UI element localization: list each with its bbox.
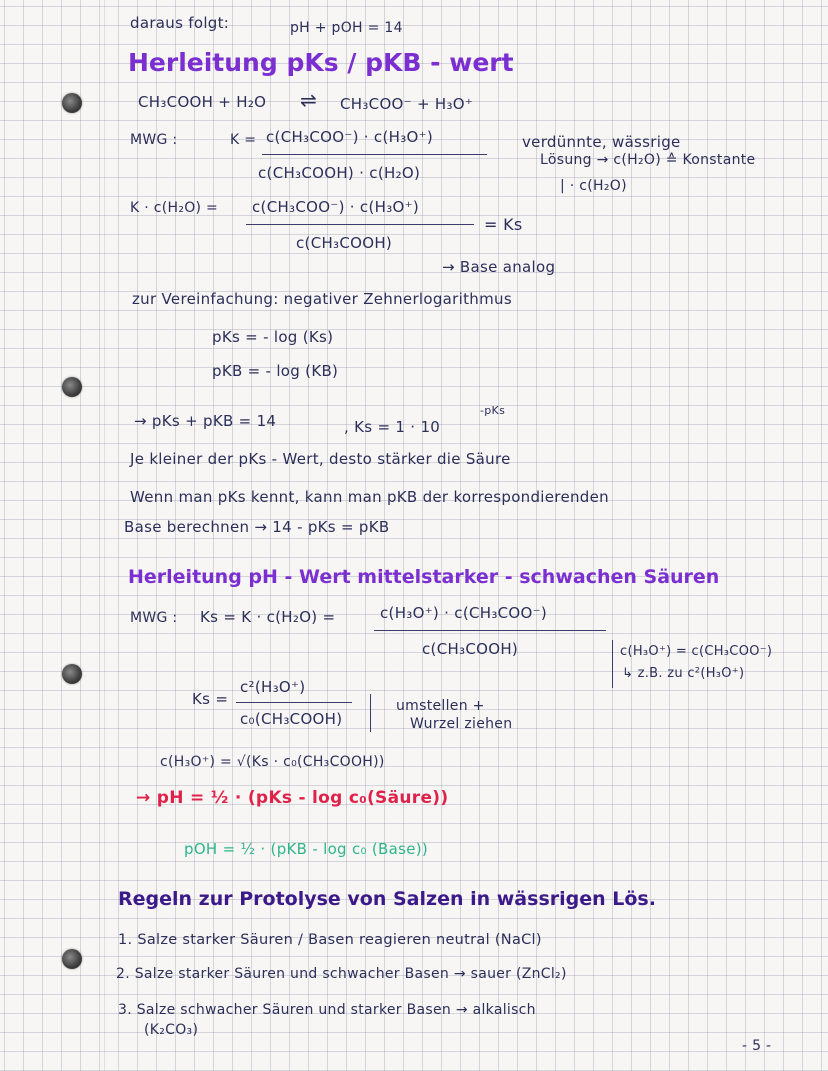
rule-2: 2. Salze starker Säuren und schwacher Basen → sauer (ZnCl₂) <box>116 966 567 982</box>
base-analog-note: → Base analog <box>442 258 556 276</box>
k-denominator: c(CH₃COOH) · c(H₂O) <box>258 164 421 182</box>
mwg-label-2: MWG : <box>130 610 178 626</box>
pkb-rule-line-1: Wenn man pKs kennt, kann man pKB der korrespondierenden <box>130 488 609 506</box>
box-line-2: ↳ z.B. zu c²(H₃O⁺) <box>622 666 745 681</box>
k-numerator: c(CH₃COO⁻) · c(H₃O⁺) <box>266 128 433 146</box>
rearrange-line-2: Wurzel ziehen <box>410 716 513 732</box>
pks-pkb-sum: → pKs + pKB = 14 <box>134 412 277 430</box>
heading-ph-value: Herleitung pH - Wert mittelstarker - schwachen Säuren <box>128 566 720 588</box>
acid-strength-rule: Je kleiner der pKs - Wert, desto stärker die Säure <box>130 450 511 468</box>
ks-exponent: -pKs <box>480 404 506 417</box>
ks-relation: , Ks = 1 · 10 <box>344 418 441 436</box>
box-line-1: c(H₃O⁺) = c(CH₃COO⁻) <box>620 644 773 659</box>
note-line-2: Lösung → c(H₂O) ≙ Konstante <box>540 152 756 168</box>
rule-3-example: (K₂CO₃) <box>144 1022 199 1038</box>
pks-definition: pKs = - log (Ks) <box>212 328 334 346</box>
note-line-1: verdünnte, wässrige <box>522 133 681 151</box>
kc-denominator: c(CH₃COOH) <box>296 234 393 252</box>
simplification-text: zur Vereinfachung: negativer Zehnerlogarithmus <box>132 290 512 308</box>
ph-formula: → pH = ½ · (pKs - log c₀(Säure)) <box>136 788 449 808</box>
punch-hole <box>62 93 82 113</box>
ks-numerator: c(H₃O⁺) · c(CH₃COO⁻) <box>380 604 547 622</box>
h3o-concentration: c(H₃O⁺) = √(Ks · c₀(CH₃COOH)) <box>160 754 385 770</box>
kc-label: K · c(H₂O) = <box>130 200 219 216</box>
ks2-denominator: c₀(CH₃COOH) <box>240 710 343 728</box>
equilibrium-arrow: ⇌ <box>300 88 318 112</box>
fraction-bar <box>374 630 606 631</box>
kc-numerator: c(CH₃COO⁻) · c(H₃O⁺) <box>252 198 419 216</box>
punch-hole <box>62 949 82 969</box>
ks-denominator: c(CH₃COOH) <box>422 640 519 658</box>
reaction-right: CH₃COO⁻ + H₃O⁺ <box>340 95 474 113</box>
fraction-bar <box>246 224 474 225</box>
ks2-numerator: c²(H₃O⁺) <box>240 678 306 696</box>
k-label: K = <box>230 132 257 148</box>
equals-ks: = Ks <box>484 215 523 234</box>
margin-line <box>104 0 105 1071</box>
pkb-rule-line-2: Base berechnen → 14 - pKs = pKB <box>124 518 390 536</box>
punch-hole <box>62 377 82 397</box>
ks-expression: Ks = K · c(H₂O) = <box>200 608 336 626</box>
note-line-3: | · c(H₂O) <box>560 178 627 194</box>
pkb-definition: pKB = - log (KB) <box>212 362 339 380</box>
rule-1: 1. Salze starker Säuren / Basen reagieren neutral (NaCl) <box>118 932 542 948</box>
ks-label-2: Ks = <box>192 690 229 708</box>
rule-3: 3. Salze schwacher Säuren und starker Basen → alkalisch <box>118 1002 536 1018</box>
heading-salt-protolysis: Regeln zur Protolyse von Salzen in wässrigen Lös. <box>118 888 656 910</box>
rearrange-line-1: umstellen + <box>396 698 485 714</box>
divider-bar <box>370 694 371 732</box>
mwg-label: MWG : <box>130 132 178 148</box>
reaction-left: CH₃COOH + H₂O <box>138 93 267 111</box>
page-number: - 5 - <box>742 1038 772 1054</box>
poh-formula: pOH = ½ · (pKB - log c₀ (Base)) <box>184 840 429 858</box>
fraction-bar <box>236 702 352 703</box>
punch-hole <box>62 664 82 684</box>
heading-pks-pkb: Herleitung pKs / pKB - wert <box>128 48 514 77</box>
ph-poh-equation: pH + pOH = 14 <box>290 20 403 36</box>
intro-text: daraus folgt: <box>130 14 230 32</box>
fraction-bar <box>262 154 487 155</box>
box-bar <box>612 640 613 688</box>
